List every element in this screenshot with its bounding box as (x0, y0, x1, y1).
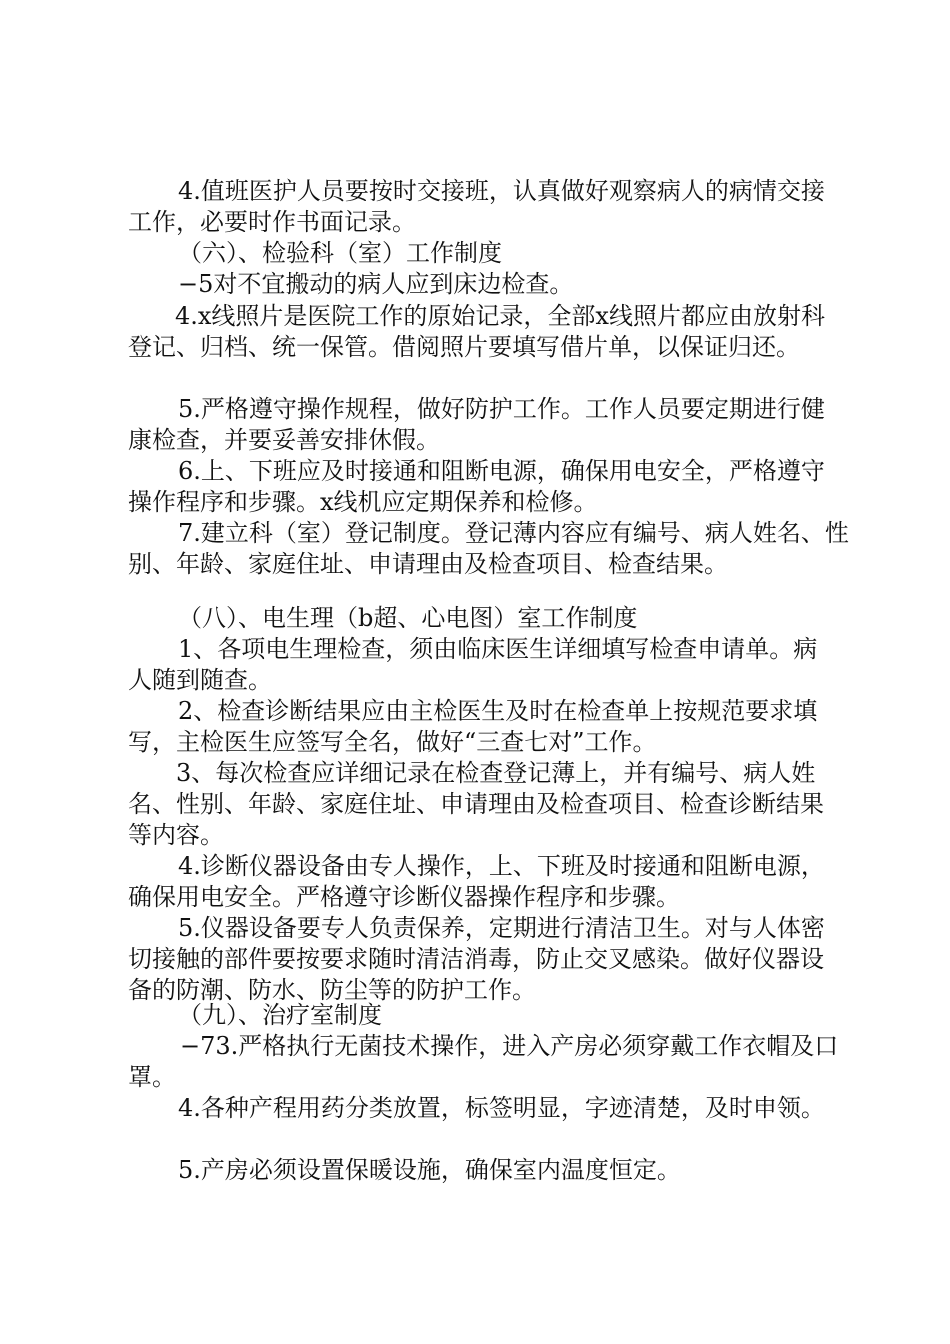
paragraph-request-form: 1、各项电生理检查，须由临床医生详细填写检查申请单。病人随到随查。 (128, 635, 818, 694)
paragraph-registration-system: 7.建立科（室）登记制度。登记薄内容应有编号、病人姓名、性别、年龄、家庭住址、申请理由及检查项目、检查结果。 (128, 519, 849, 578)
paragraph-xray-records: 4.x线照片是医院工作的原始记录，全部x线照片都应由放射科登记、归档、统一保管。借阅照片要填写借片单，以保证归还。 (128, 302, 825, 361)
paragraph-exam-log: 3、每次检查应详细记录在检查登记薄上，并有编号、病人姓名、性别、年龄、家庭住址、申请理由及检查项目、检查诊断结果等内容。 (128, 759, 824, 849)
paragraph-aseptic-technique: −73.严格执行无菌技术操作，进入产房必须穿戴工作衣帽及口罩。 (128, 1032, 839, 1091)
paragraph-instrument-maintenance: 5.仪器设备要专人负责保养，定期进行清洁卫生。对与人体密切接触的部件要按要求随时清洁消毒，防止交叉感染。做好仪器设备的防潮、防水、防尘等的防护工作。 (128, 914, 825, 1004)
paragraph-medication-storage: 4.各种产程用药分类放置，标签明显，字迹清楚，及时申领。 (178, 1094, 825, 1122)
section-heading-lab: （六）、检验科（室）工作制度 (178, 239, 502, 267)
paragraph-duty-handover: 4.值班医护人员要按时交接班，认真做好观察病人的病情交接工作，必要时作书面记录。 (128, 177, 825, 236)
paragraph-power-safety: 6.上、下班应及时接通和阻断电源，确保用电安全，严格遵守操作程序和步骤。x线机应定期保养和检修。 (128, 457, 825, 516)
paragraph-warming-facilities: 5.产房必须设置保暖设施，确保室内温度恒定。 (178, 1156, 681, 1184)
section-heading-treatment-room: （九）、治疗室制度 (178, 1001, 382, 1029)
paragraph-bedside-check: −5对不宜搬动的病人应到床边检查。 (178, 270, 574, 298)
paragraph-diagnosis-results: 2、检查诊断结果应由主检医生及时在检查单上按规范要求填写，主检医生应签写全名，做好“三查七对”工作。 (128, 697, 818, 756)
paragraph-instrument-operation: 4.诊断仪器设备由专人操作，上、下班及时接通和阻断电源，确保用电安全。严格遵守诊断仪器操作程序和步骤。 (128, 852, 825, 911)
paragraph-operation-rules: 5.严格遵守操作规程，做好防护工作。工作人员要定期进行健康检查，并要妥善安排休假。 (128, 395, 825, 454)
section-heading-electrophysiology: （八）、电生理（b超、心电图）室工作制度 (178, 604, 638, 632)
